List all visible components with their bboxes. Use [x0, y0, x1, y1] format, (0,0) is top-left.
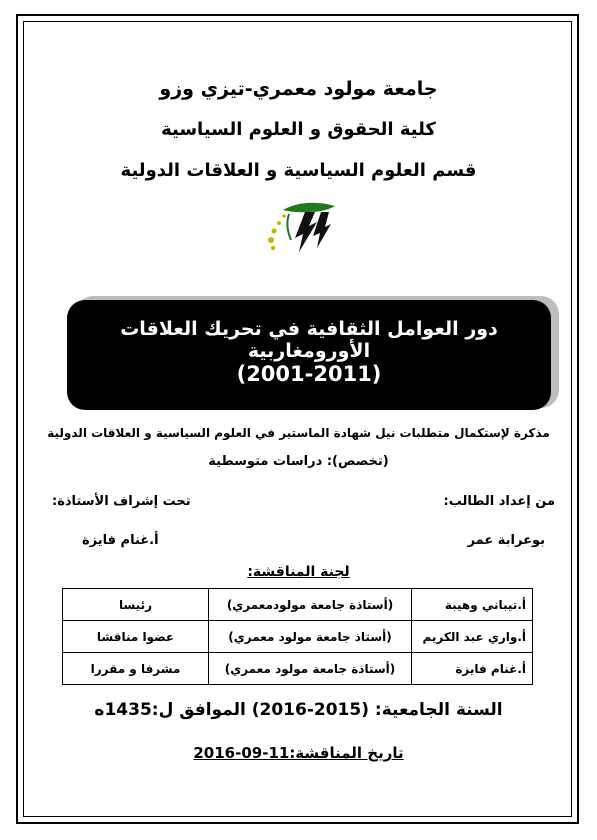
academic-year: السنة الجامعية: (2015-2016) الموافق ل:1435ه	[94, 700, 503, 720]
memo-statement: مذكرة لإستكمال متطلبات نيل شهادة الماستير في العلوم السياسية و العلاقات الدولية	[47, 426, 550, 440]
faculty-name: كلية الحقوق و العلوم السياسية	[161, 119, 436, 140]
thesis-title: دور العوامل الثقافية في تحريك العلاقات الأورومغاربية	[120, 318, 498, 362]
supervisor-name: أ.غنام فايزة	[82, 533, 159, 548]
university-logo-icon	[265, 196, 345, 256]
inner-border	[23, 21, 572, 817]
committee-table	[62, 588, 533, 685]
prepared-by-label: من إعداد الطالب:	[443, 494, 555, 509]
member-role: رئيسا	[63, 589, 209, 621]
committee-title: لجنة المناقشة:	[247, 564, 350, 580]
title-box	[67, 300, 551, 410]
student-name: بوعرابة عمر	[467, 533, 545, 548]
member-name: أ.غنام فايزة	[412, 653, 533, 685]
university-name: جامعة مولود معمري-تيزي وزو	[159, 78, 438, 100]
table-row	[63, 621, 533, 653]
supervised-by-label: تحت إشراف الأستاذة:	[52, 494, 191, 509]
table-row	[63, 589, 533, 621]
table-row	[63, 653, 533, 685]
defense-date: تاريخ المناقشة:11-09-2016	[193, 744, 404, 762]
member-affiliation: (أستاذة جامعة مولودمعمري)	[209, 589, 412, 621]
thesis-years: (2001-2011)	[236, 362, 382, 386]
member-name: أ.تيباني وهيبة	[412, 589, 533, 621]
member-name: أ.واري عبد الكريم	[412, 621, 533, 653]
department-name: قسم العلوم السياسية و العلاقات الدولية	[120, 160, 477, 181]
member-affiliation: (أستاذ جامعة مولود معمري)	[209, 621, 412, 653]
member-affiliation: (أستاذة جامعة مولود معمري)	[209, 653, 412, 685]
member-role: عضوا مناقشا	[63, 621, 209, 653]
specialization: (تخصص): دراسات متوسطية	[208, 454, 389, 469]
member-role: مشرفا و مقررا	[63, 653, 209, 685]
